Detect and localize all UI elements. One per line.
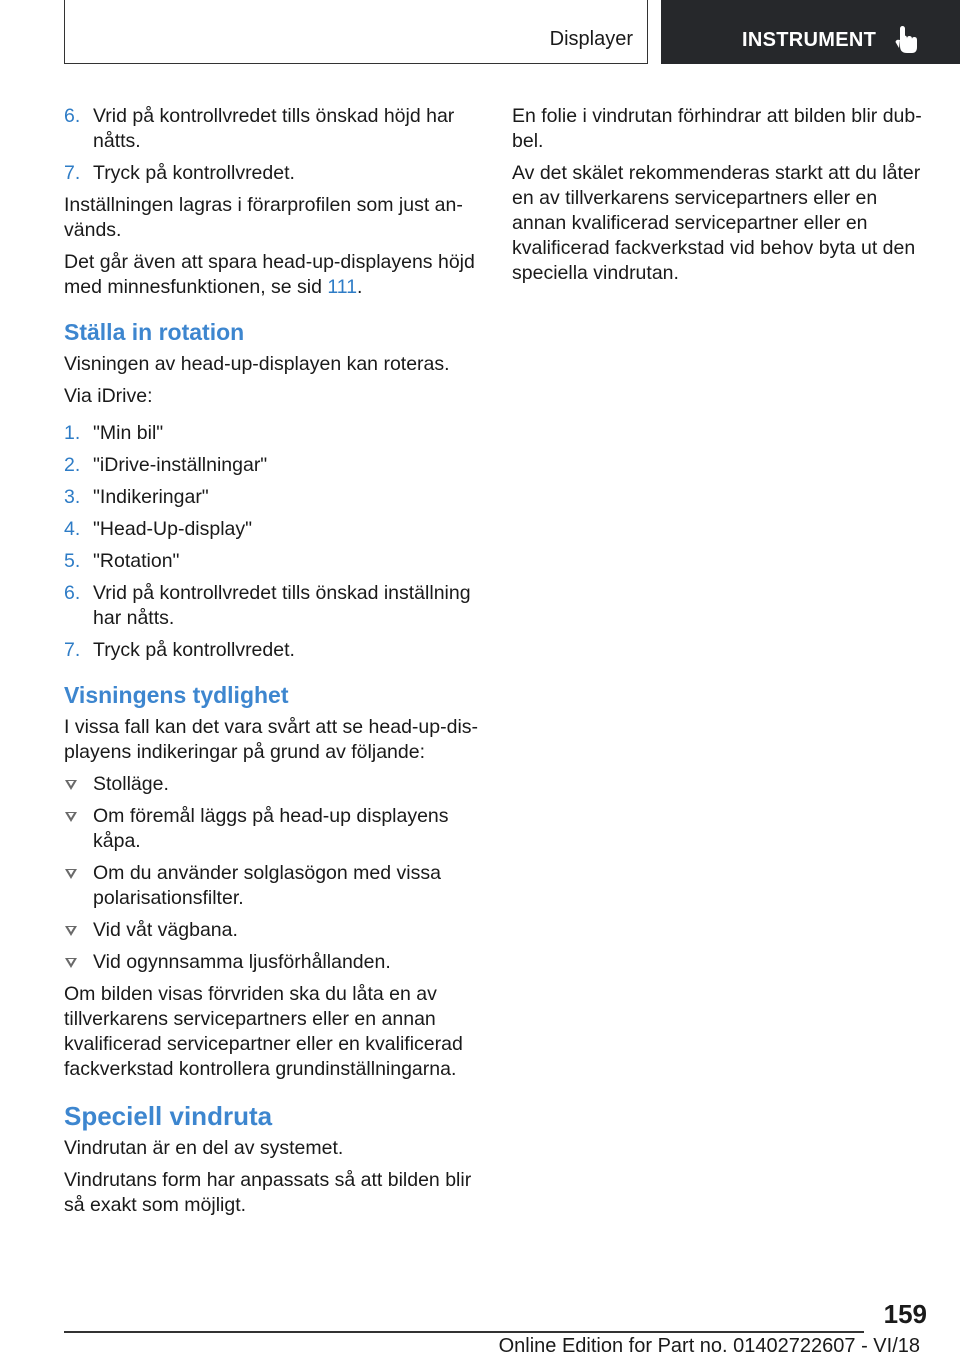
step-text: Tryck på kontrollvredet. — [93, 639, 295, 661]
list-item — [64, 950, 482, 975]
paragraph: Inställningen lagras i förarprofilen som just används. — [64, 194, 463, 241]
triangle-bullet-icon — [65, 926, 77, 936]
section-heading-rotation: Ställa in rotation — [64, 319, 245, 345]
paragraph — [64, 250, 482, 300]
list-item — [64, 549, 482, 574]
step-text: "Min bil" — [93, 422, 164, 444]
header-section-title: Displayer — [549, 28, 633, 50]
footer-divider — [64, 1331, 864, 1333]
triangle-bullet-icon — [65, 780, 77, 790]
paragraph-text: Det går även att spara head-up-displayens höjd med minnesfunktionen, se sid — [64, 251, 475, 298]
left-column — [64, 104, 482, 1225]
list-item — [64, 638, 482, 663]
list-item — [64, 485, 482, 510]
bullet-text: Vid ogynnsamma ljusförhållanden. — [93, 951, 391, 973]
paragraph: Via iDrive: — [64, 385, 153, 407]
paragraph: Vindrutans form har anpassats så att bilden blir så exakt som möjligt. — [64, 1169, 472, 1216]
step-number: 3. — [64, 486, 81, 508]
step-text: Tryck på kontrollvredet. — [93, 162, 295, 184]
step-number: 6. — [64, 582, 81, 604]
paragraph: Av det skälet rekommenderas starkt att du låter en av tillverkarens servicepartners eller en annan kvalificerad servicepartner eller en kvalificerad fackverkstad vid behov byta ut den speciella vindrutan. — [512, 162, 921, 284]
list-item — [64, 804, 482, 854]
list-item — [64, 161, 482, 186]
header-section-box — [64, 0, 648, 64]
steps-list-rotation — [64, 421, 482, 663]
triangle-bullet-icon — [65, 869, 77, 879]
list-item — [64, 104, 482, 154]
page-number: 159 — [883, 1299, 927, 1329]
step-number: 7. — [64, 639, 81, 661]
bullet-text: Om föremål läggs på head-up displayens kåpa. — [93, 805, 449, 852]
triangle-bullet-icon — [65, 812, 77, 822]
list-item — [64, 861, 482, 911]
step-text: "Head-Up-display" — [93, 518, 253, 540]
paragraph: En folie i vindrutan förhindrar att bilden blir dubbel. — [512, 105, 922, 152]
step-text: Vrid på kontrollvredet tills önskad inställning har nåtts. — [93, 582, 471, 629]
page-reference-link[interactable]: 111 — [327, 276, 358, 298]
step-number: 2. — [64, 454, 81, 476]
steps-list-height — [64, 104, 482, 186]
paragraph-end: . — [357, 276, 363, 298]
header-chapter-box — [661, 0, 960, 64]
bullet-text: Vid våt vägbana. — [93, 919, 238, 941]
step-number: 4. — [64, 518, 81, 540]
triangle-bullet-icon — [65, 958, 77, 968]
paragraph: Visningen av head-up-displayen kan roteras. — [64, 353, 450, 375]
list-item — [64, 918, 482, 943]
list-item — [64, 772, 482, 797]
section-heading-windscreen: Speciell vindruta — [64, 1101, 273, 1131]
list-item — [64, 453, 482, 478]
list-item — [64, 581, 482, 631]
section-heading-visibility: Visningens tydlighet — [64, 682, 289, 708]
step-number: 6. — [64, 105, 81, 127]
right-column — [512, 104, 928, 293]
touch-hand-icon — [895, 26, 919, 54]
step-text: Vrid på kontrollvredet tills önskad höjd har nåtts. — [93, 105, 455, 152]
step-text: "Rotation" — [93, 550, 180, 572]
paragraph: Vindrutan är en del av systemet. — [64, 1137, 344, 1159]
step-number: 1. — [64, 422, 81, 444]
footer-edition: Online Edition for Part no. 01402722607 - VI/18 — [498, 1335, 920, 1357]
paragraph: I vissa fall kan det vara svårt att se head-up-displayens indikeringar på grund av följande: — [64, 716, 479, 763]
bullet-list — [64, 772, 482, 975]
list-item — [64, 517, 482, 542]
step-text: "Indikeringar" — [93, 486, 209, 508]
list-item — [64, 421, 482, 446]
paragraph: Om bilden visas förvriden ska du låta en av tillverkarens servicepartners eller en annan kvalificerad servicepartner eller en kvalificerad fackverkstad kontrollera grundinställningarna. — [64, 983, 463, 1080]
header-chapter-title: INSTRUMENT — [742, 29, 877, 51]
step-number: 5. — [64, 550, 81, 572]
step-text: "iDrive-inställningar" — [93, 454, 268, 476]
bullet-text: Stolläge. — [93, 773, 169, 795]
bullet-text: Om du använder solglasögon med vissa polarisationsfilter. — [93, 862, 441, 909]
step-number: 7. — [64, 162, 81, 184]
